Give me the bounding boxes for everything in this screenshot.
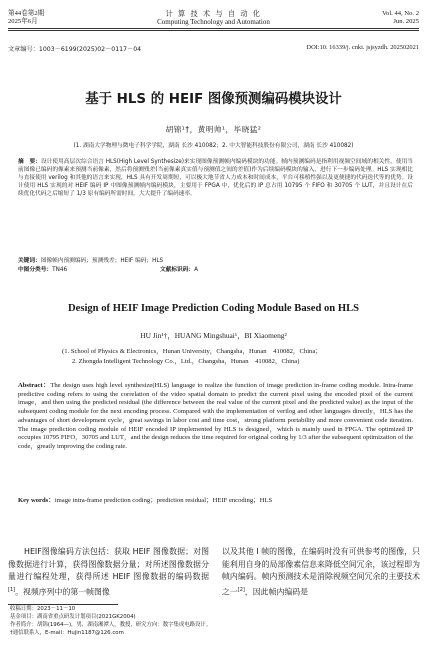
abstract-en-label: Abstract： (18, 382, 51, 389)
body-left-tail: 。视频序列中的第一帧图像 (15, 587, 110, 597)
affiliation-cn: (1. 湖南大学物理与微电子科学学院，湖南 长沙 410082；2. 中大智能科技股份有限公司，湖南 长沙 410082) (73, 143, 354, 149)
keywords-cn-text: 图像帧内预测编码；预测残差；HEIF 编码；HLS (40, 258, 164, 264)
body-left-text: HEIF图像编码方法包括：获取 HEIF 图像数据；对图像数据进行计算，获得图像数据分量；对所述图像数据分量进行编程处理，获得所述 HEIF 图像数据的编码数据 (8, 547, 209, 581)
abstract-en (18, 382, 413, 452)
footnote-contact: †通信联系人，E-mail：Hujin1187@126.com (10, 630, 124, 636)
doc-code-cn (160, 266, 198, 274)
article-number: 文章编号：1003－6199(2025)02－0117－04 (8, 46, 142, 53)
body-right-tail: ，因此帧内编码是 (244, 587, 309, 597)
title-en: Design of HEIF Image Prediction Coding Module Based on HLS (67, 303, 360, 314)
body-column-right (222, 546, 420, 599)
header-date-cn: 2025年6月 (8, 18, 38, 25)
footnote-fund: 基金项目：湖南省重点研发计划项目(2021GK2004) (10, 614, 136, 620)
keywords-en (18, 497, 413, 506)
header-volume-cn: 第44卷第2期 (8, 10, 45, 17)
keywords-cn (18, 257, 413, 265)
keywords-en-text: image intra-frame prediction coding；prediction residual；HEIF encoding；HLS (54, 497, 273, 504)
clc-value: TN46 (52, 267, 68, 273)
header-date-en: Jun. 2025 (393, 18, 419, 25)
citation-1: [1] (8, 586, 16, 593)
title-cn: 基于 HLS 的 HEIF 图像预测编码模块设计 (85, 92, 342, 107)
affiliation-en-1: (1. School of Physics & Electronics，Hunan University，Changsha，Hunan 410082，China； (62, 348, 322, 355)
abstract-cn (18, 158, 413, 198)
footnote-rule (8, 604, 118, 605)
body-right-text: 以及其他 I 帧的图像，在编码时没有可供参考的图像，只能利用自身的局部像素信息来降低空间冗余，该过程即为帧内编码。帧内预测技术是消除视频空间冗余的主要技术之一 (222, 547, 420, 597)
keywords-cn-label: 关键词： (18, 258, 41, 264)
body-column-left (8, 546, 209, 599)
abstract-en-text: The design uses high level synthesize(HLS) language to realize the function of image prediction in-frame coding module. Intra-frame predictive coding refers to using the correlation of the video spatial domain to predict the current pixel using the encoded pixel of the current image，and then using the predicted residual (the difference between the real value of the current pixel and the predicted value) as the input of the subsequent coding module for the next encoding process. Compared with the implementation of verilog and other languages directly，HLS has the advantages of short development cycle，great savings in labor cost and time cost，strong platform portability and more convenient code iteration. The image prediction coding module of HEIF encoded IP implemented by HLS is designed，which is mainly used in FPGA. The optimized IP occupies 10795 FIFO，30705 and LUT，and the design reduces the time required for original coding by 1/3 after the subsequent optimization of the code，greatly improving the coding rate. (18, 382, 413, 450)
keywords-en-label: Key words： (18, 497, 55, 504)
header-volume-en: Vol. 44, No. 2 (382, 10, 419, 17)
affiliation-en-2: 2. Zhongda Intelligent Technology Co.，Ltd.，Changsha，Hunan 410082，China) (72, 358, 300, 365)
header-rule (8, 28, 419, 29)
journal-title-cn: 计 算 技 术 与 自 动 化 (165, 9, 262, 18)
footnote-received: 收稿日期：2023－11－10 (10, 606, 76, 612)
doi: DOI:10. 16339/j. cnki. jsjsyzdh. 202502021 (306, 44, 419, 51)
header-rule-2 (8, 30, 419, 31)
abstract-cn-text: 设计使用高层次综合语言 HLS(High Level Synthesize)来实现图像预测帧内编码模块的功能。帧内预测编码是指利用视频空间域的相关性，使用当前图像已编码的像素来预测当前像素，然后将预测残差(当前像素真实值与预测值之间的差值)作为后续编码模块的输入，进行下一步编码处理。HLS 实现相比与直接使用 verilog 和其他的语言来实现，HLS 具有开发周期短，可以极大地节省人力成本和时间成本，平台可移植性强以及更便捷的代码迭代等的优势。设计使用 HLS 实现的对 HEIF 编码 IP 中图像预测帧内编码模块，主要用于 FPGA 中，优化后的 IP 总占用 10795 个 FIFO 和 30705 个 LUT，并且设计在后续优化代码之后缩短了 1/3 原有编码所需时间，大大提升了编码速率。 (18, 159, 413, 198)
journal-title-en: Computing Technology and Automation (157, 18, 270, 26)
citation-2: [2] (237, 586, 245, 593)
authors-cn: 胡锦¹†，黄明帅¹，毕晓猛² (165, 125, 262, 134)
doc-code-label: 文献标识码： (160, 267, 195, 273)
footnote-bio: 作者简介：胡锦(1964—)，男，湖南湘潭人，教授，研究方向：数字集成电路设计。 (10, 622, 212, 628)
abstract-cn-label: 摘 要： (18, 159, 41, 165)
authors-en: HU Jin¹†，HUANG Mingshuai¹，BI Xiaomeng² (140, 331, 287, 340)
classification-cn (18, 266, 67, 274)
doc-code-value: A (194, 267, 199, 273)
clc-label: 中图分类号： (18, 267, 53, 273)
